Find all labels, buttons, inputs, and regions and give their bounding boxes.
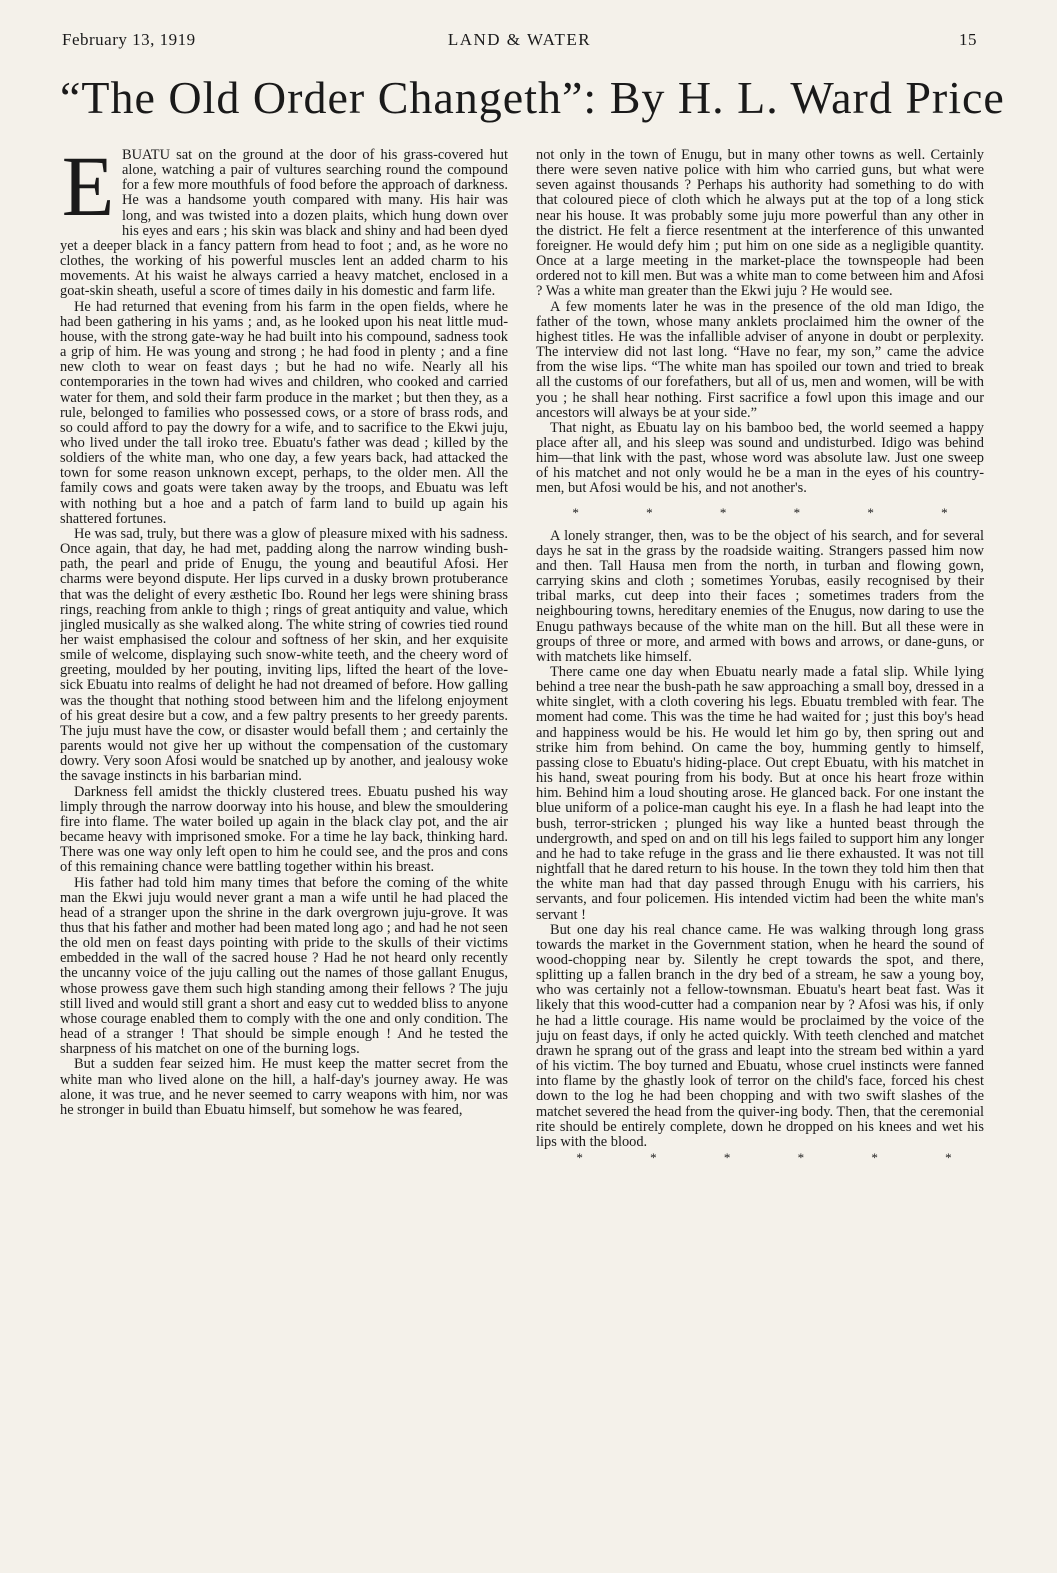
paragraph: A few moments later he was in the presence of the old man Idigo, the father of the town, whose many anklets proclaimed him the owner of the highest titles. He was the infallible adviser of anyone in doubt or perplexity. The interview did not last long. “Have no fear, my son,” came the advice from the wise lips. “The white man has spoiled our town and tried to break all the customs of our forefathers, but all of us, men and women, will be with you ; he shall hear nothing. First sacrifice a fowl upon this image and our ancestors will always be at your side.” [536,298,984,421]
page-number: 15 [959,30,977,49]
paragraph: He was sad, truly, but there was a glow of pleasure mixed with his sadness. Once again, that day, he had met, padding along the narrow winding bush-path, the pearl and pride of Enugu, the young and beautiful Afosi. Her charms were beyond dispute. Her lips curved in a dusky brown protuberance that was the delight of every æsthetic Ibo. Round her legs were shining brass rings, reaching from ankle to thigh ; rings of great antiquity and value, which jingled musically as she walked along. The white string of cowries tied round her waist emphasised the colour and softness of her skin, and her exquisite smile of welcome, displaying such snow-white teeth, and the cheery word of greeting, moulded by her pouting, inviting lips, lifted the heart of the love-sick Ebuatu into realms of delight he had not dreamed of before. How galling was the thought that nothing stood between him and the lifelong enjoyment of his great desire but a cow, and a few paltry presents to her greedy parents. The juju must have the cow, or disaster would befall them ; and certainly the parents would not give her up without the compensation of the customary dowry. Very soon Afosi would be snatched up by another, and jealousy woke the savage instincts in his barbarian mind. [60,525,508,785]
paragraph: A lonely stranger, then, was to be the object of his search, and for several days he sat in the grass by the roadside waiting. Strangers passed him now and then. Tall Hausa men from the north, in turban and flowing gown, carrying skins and cloth ; sometimes Yorubas, easily recognised by their tribal marks, cut deep into their faces ; sometimes traders from the neighbouring towns, hereditary enemies of the Enugus, now daring to use the Enugu pathways because of the white man on the hill. But all these were in groups of three or more, and armed with bows and arrows, or dane-guns, or with matchets like himself. [536,527,984,665]
paragraph: not only in the town of Enugu, but in many other towns as well. Certainly there were seven native police with him who carried guns, but what were seven against thousands ? Perhaps his authority had something to do with that coloured piece of cloth which he always put at the top of a long stick near his house. It was probably some juju more powerful than any other in the district. He felt a fierce resentment at the interference of this unwanted foreigner. He would defy him ; put him on one side as a negligible quantity. Once at a large meeting in the market-place the townspeople had been ordered not to kill men. But was a white man to come between him and Afosi ? Was a white man greater than the Ekwi juju ? He would see. [536,148,984,300]
end-separator: * * * * * * [576,1150,984,1165]
drop-cap: E [61,148,115,234]
paragraph: But a sudden fear seized him. He must keep the matter secret from the white man who lived alone on the hill, a half-day's journey away. He was alone, it was true, and he never seemed to carry weapons with him, nor was he stronger in build than Ebuatu himself, but somehow he was feared, [60,1056,508,1118]
paragraph: That night, as Ebuatu lay on his bamboo bed, the world seemed a happy place after all, and his sleep was sound and undisturbed. Idigo was behind him—that link with the past, whose word was absolute law. Just one sweep of his matchet and not only would he be a man in the eyes of his country-men, but Afosi would be his, and not another's. [536,419,984,497]
right-column [536,148,984,1484]
paragraph: He had returned that evening from his farm in the open fields, where he had been gathering in his yams ; and, as he looked upon his neat little mud-house, with the strong gate-way he had built into his compound, sadness took a grip of him. He was young and strong ; he had food in plenty ; and a fine new cloth to wear on feast days ; but he had no wife. Nearly all his contemporaries in the town had wives and children, who cooked and carried water for them, and sold their farm produce in the market ; but then they, as a rule, belonged to families who possessed cows, or a store of brass rods, and so could afford to pay the dowry for a wife, and to sacrifice to the Ekwi juju, who lived under the tall iroko tree. Ebuatu's father was dead ; killed by the soldiers of the white man, who one day, a few years back, had attacked the town for some reason unknown except, perhaps, to the older men. All the family cows and goats were taken away by the troops, and Ebuatu was left with nothing but a hoe and a patch of farm land to build up again his shattered fortunes. [60,298,508,527]
paragraph: BUATU sat on the ground at the door of his grass-covered hut alone, watching a pair of vultures searching round the compound for a few more mouthfuls of food before the approach of darkness. He was a handsome youth compared with many. His hair was long, and was twisted into a dozen plaits, which hung down over his eyes and ears ; his skin was black and shiny and had been dyed yet a deeper black in a fancy pattern from head to foot ; and, as he wore no clothes, the working of his powerful muscles lent an added charm to his movements. At his waist he always carried a heavy matchet, enclosed in a goat-skin sheath, useful a score of times daily in his domestic and farm life. [60,148,508,300]
article-body [60,148,984,1484]
section-separator: * * * * * * [572,504,980,520]
running-head [62,30,977,54]
paragraph: There came one day when Ebuatu nearly made a fatal slip. While lying behind a tree near the bush-path he saw approaching a small boy, dressed in a white singlet, with a cloth covering his legs. Ebuatu trembled with fear. The moment had come. This was the time he had waited for ; just this boy's head and happiness would be his. He would let him go by, then spring out and strike him from behind. On came the boy, humming gently to himself, passing close to Ebuatu's hiding-place. Out crept Ebuatu, with his matchet in his hand, sweat pouring from his body. But at once his heart froze within him. Behind him a loud shouting arose. He glanced back. For one instant the blue uniform of a police-man caught his eye. In a flash he had leapt into the bush, terror-stricken ; plunged his way like a hunted beast through the undergrowth, and sped on and on till his legs failed to support him any longer and he had to take refuge in the grass and lie there exhausted. It was not till nightfall that he dared return to his house. In the town they told him then that the white man had that day passed through Enugu with his carriers, his servants, and four policemen. His intended victim had been the white man's servant ! [536,664,984,923]
left-column [60,148,508,1484]
paragraph: Darkness fell amidst the thickly clustered trees. Ebuatu pushed his way limply through the narrow doorway into his house, and blew the smouldering fire into flame. The water boiled up again in the black clay pot, and the air became heavy with imprisoned smoke. For a time he lay back, thinking hard. There was one way only left open to him he could see, and the pros and cons of this remaining chance were battling together within his breast. [60,783,508,876]
paragraph: But one day his real chance came. He was walking through long grass towards the market in the Government station, when he heard the sound of wood-chopping near by. Silently he crept towards the spot, and there, splitting up a fallen branch in the dry bed of a stream, he saw a young boy, who was certainly not a fellow-townsman. Ebuatu's heart beat fast. Was it likely that this wood-cutter had a companion near by ? Afosi was his, if only he had a little courage. His name would be proclaimed by the voice of the juju on feast days, if only he acted quickly. With teeth clenched and matchet drawn he sprang out of the grass and leapt into the stream bed within a yard of his victim. The boy turned and Ebuatu, whose cruel instincts were fanned into flame by the ghastly look of terror on the child's face, forced his chest down to the log he had been chopping and with two swift slashes of the matchet severed the head from the quiver-ing body. Then, that the ceremonial rite should be entirely complete, down he dropped on his knees and wet his lips with the blood. [536,921,984,1150]
publication-title: LAND & WATER [447,30,592,49]
paragraph: His father had told him many times that before the coming of the white man the Ekwi juju would never grant a man a wife until he had placed the head of a stranger upon the shrine in the dark overgrown juju-grove. It was thus that his father and mother had been mated long ago ; and had he not seen the old men on feast days pointing with pride to the skulls of their victims embedded in the wall of the sacred house ? Had he not heard only recently the uncanny voice of the juju calling out the names of those gallant Enugus, whose prowess gave them such high standing among their fellows ? The juju still lived and would still grant a short and easy cut to wedded bliss to anyone whose courage enabled them to comply with the one and only condition. The head of a stranger ! That should be simple enough ! And he tested the sharpness of his matchet on one of the burning logs. [60,874,508,1058]
issue-date: February 13, 1919 [62,30,196,49]
article-headline: “The Old Order Changeth”: By H. L. Ward Price [60,72,1005,123]
